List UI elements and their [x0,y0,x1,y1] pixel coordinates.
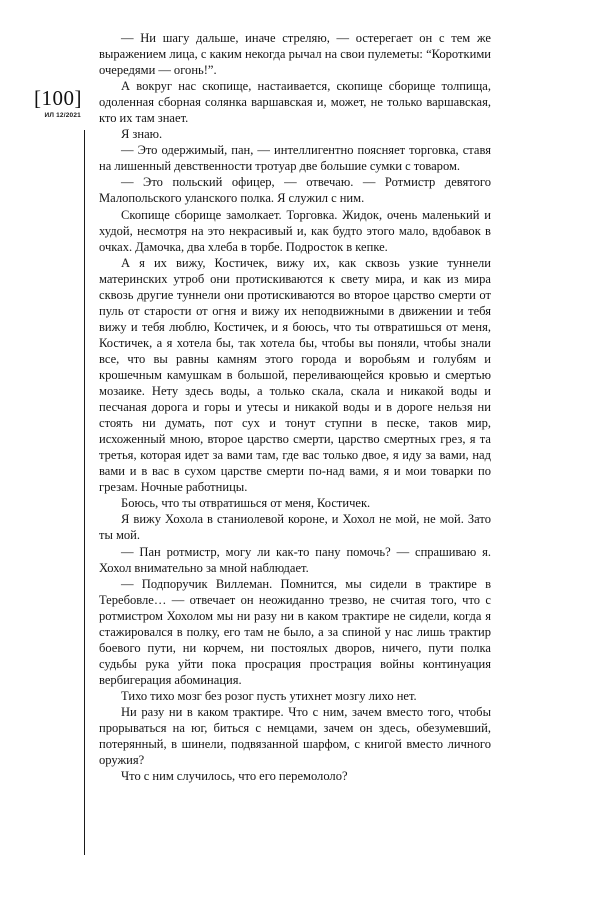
body-paragraph: Ни разу ни в каком трактире. Что с ним, зачем вместо того, чтобы прорываться на юг, биться с немцами, зачем он здесь, обезумевший, потерянный, в шинели, подвязанной шарфом, с книгой вместо личного оружия? [99,704,491,768]
body-paragraph: — Это одержимый, пан, — интеллигентно поясняет торговка, ставя на лишенный девственности тротуар две большие сумки с товаром. [99,143,491,174]
body-paragraph: А вокруг нас скопище, настаивается, скопище сборище толпища, одоленная сборная солянка варшавская и, может, не только варшавская, кто их там знает. [99,79,491,126]
body-paragraph: Я знаю. [121,127,163,142]
page-number: [100] [34,86,82,110]
issue-label: ИЛ 12/2021 [44,112,81,119]
body-text-column [99,30,491,784]
margin-vertical-rule [84,130,85,855]
body-paragraph: — Пан ротмистр, могу ли как-то пану помочь? — спрашиваю я. Хохол внимательно за мной наблюдает. [99,544,491,575]
body-paragraph: Я вижу Хохола в станиолевой короне, и Хохол не мой, не мой. Зато ты мой. [99,512,491,543]
body-paragraph: Боюсь, что ты отвратишься от меня, Костичек. [121,496,371,511]
folio-block [0,86,84,121]
body-paragraph: — Ни шагу дальше, иначе стреляю, — остерегает он с тем же выражением лица, с каким некогда рычал на свои пулеметы: “Короткими очередями — огонь!”. [99,31,491,78]
body-paragraph: А я их вижу, Костичек, вижу их, как сквозь узкие туннели материнских утроб они протискиваются к свету мира, и как из мира сквозь другие туннели они протискиваются во второе царство смерти от пуль от старости от огня и вижу их неподвижными в движении и тебя вижу и тебя люблю, Костичек, и я боюсь, что ты отвратишься от меня, Костичек, а я хотела бы, так хотела бы, чтобы вы поняли, чтобы знали все, что вы равны камням этого города и воробьям и голубям и крошечным камушкам в большой, переливающейся кровью и смертью мозаике. Нету здесь воды, а только скала, скала и никакой воды и песчаная дорога и горы и утесы и никакой воды и в дороге нельзя ни стоять ни думать, пот сух и тонут ступни в песке, таков мир, исхоженный мною, второе царство смерти, царство смертных грез, я та третья, которая идет за вами там, где вас только двое, я иду за вами, над вами и в вас в сухом царстве смерти по-над вами, я и мои товарки по грезам. Ночные работницы. [99,255,491,495]
body-paragraph: — Это польский офицер, — отвечаю. — Ротмистр девятого Малопольского уланского полка. Я служил с ним. [99,175,491,206]
body-paragraph: — Подпоручик Виллеман. Помнится, мы сидели в трактире в Теребовле… — отвечает он неожиданно трезво, не считая того, что с ротмистром Хохолом мы ни разу ни в каком трактире не сидели, когда я стажировался в полку, его там не было, а за спиной у нас лишь трактир боевого пути, ни корчем, ни постоялых дворов, ничего, пути полка судьбы рука уйти пока просрация прострация войны континуация вербигерация абоминация. [99,576,491,687]
body-paragraph: Скопище сборище замолкает. Торговка. Жидок, очень маленький и худой, несмотря на это некрасивый и, как будто этого мало, вдобавок в очках. Дамочка, два хлеба в торбе. Подросток в кепке. [99,207,491,254]
body-paragraph: Тихо тихо мозг без розог пусть утихнет мозгу лихо нет. [121,688,417,703]
body-paragraph: Что с ним случилось, что его перемололо? [121,769,348,784]
